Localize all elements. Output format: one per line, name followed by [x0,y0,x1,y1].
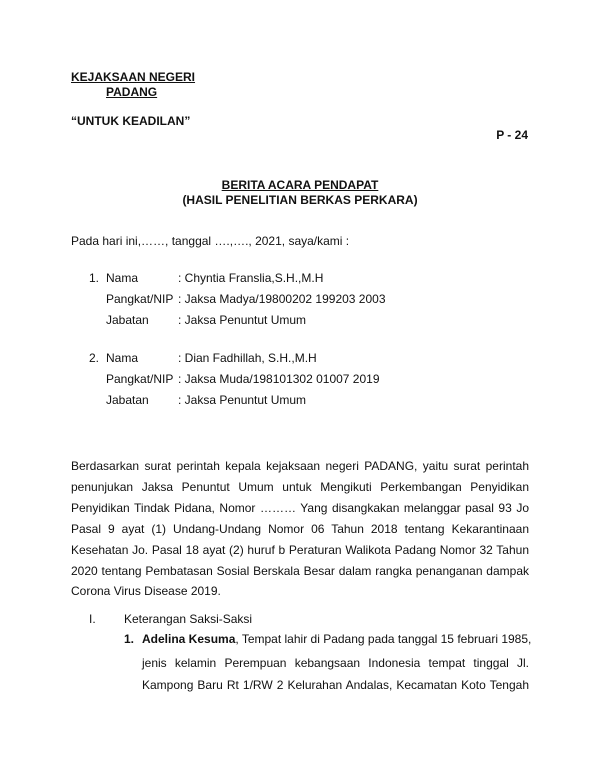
motto: “UNTUK KEADILAN” [71,114,191,128]
witness-detail: , Tempat lahir di Padang pada tanggal 15 februari 1985, [235,632,532,646]
org-name-line2: PADANG [106,85,158,99]
document-subtitle: (HASIL PENELITIAN BERKAS PERKARA) [182,193,418,207]
section-title: Keterangan Saksi-Saksi [124,612,253,626]
witness-line-3: Kampong Baru Rt 1/RW 2 Kelurahan Andalas, Kecamatan Koto Tengah [142,678,529,692]
intro-line: Pada hari ini,……, tanggal ….,…., 2021, saya/kami : [71,234,350,248]
paragraph-line: Penyidikan Tindak Pidana, Nomor ……… Yang disangkakan melanggar pasal 93 Jo [71,501,529,515]
document-title: BERITA ACARA PENDAPAT [221,178,379,192]
officer-rank-value: : Jaksa Madya/19800202 199203 2003 [178,292,386,306]
officer-number: 1. [89,271,100,285]
officer-position-label: Jabatan [106,313,149,327]
paragraph-line: Berdasarkan surat perintah kepala kejaksaan negeri PADANG, yaitu surat perintah [71,459,529,473]
paragraph-line: Kesehatan Jo. Pasal 18 ayat (2) huruf b Peraturan Walikota Padang Nomor 32 Tahun [71,543,529,557]
org-name-line1: KEJAKSAAN NEGERI [71,70,196,84]
paragraph-line: Pasal 9 ayat (1) Undang-Undang Nomor 06 Tahun 2018 tentang Kekarantinaan [71,522,529,536]
witness-line-2: jenis kelamin Perempuan kebangsaan Indonesia tempat tinggal Jl. [142,656,529,670]
officer-name-label: Nama [106,351,139,365]
paragraph-line: penunjukan Jaksa Penuntut Umum untuk Mengikuti Perkembangan Penyidikan [71,480,529,494]
officer-position-value: : Jaksa Penuntut Umum [178,313,307,327]
officer-number: 2. [89,351,100,365]
form-code: P - 24 [496,128,528,142]
officer-position-value: : Jaksa Penuntut Umum [178,393,307,407]
officer-rank-label: Pangkat/NIP [106,292,174,306]
witness-line-1 [142,631,532,647]
officer-name-value: : Dian Fadhillah, S.H.,M.H [178,351,317,365]
paragraph-line: 2020 tentang Pembatasan Sosial Berskala Besar dalam rangka penanganan dampak [71,564,529,578]
witness-number: 1. [124,632,135,646]
officer-name-label: Nama [106,271,139,285]
officer-rank-value: : Jaksa Muda/198101302 01007 2019 [178,372,380,386]
witness-name: Adelina Kesuma [142,632,236,646]
paragraph-line: Corona Virus Disease 2019. [71,584,221,598]
officer-name-value: : Chyntia Franslia,S.H.,M.H [178,271,324,285]
section-number: I. [89,612,96,626]
officer-rank-label: Pangkat/NIP [106,372,174,386]
officer-position-label: Jabatan [106,393,149,407]
